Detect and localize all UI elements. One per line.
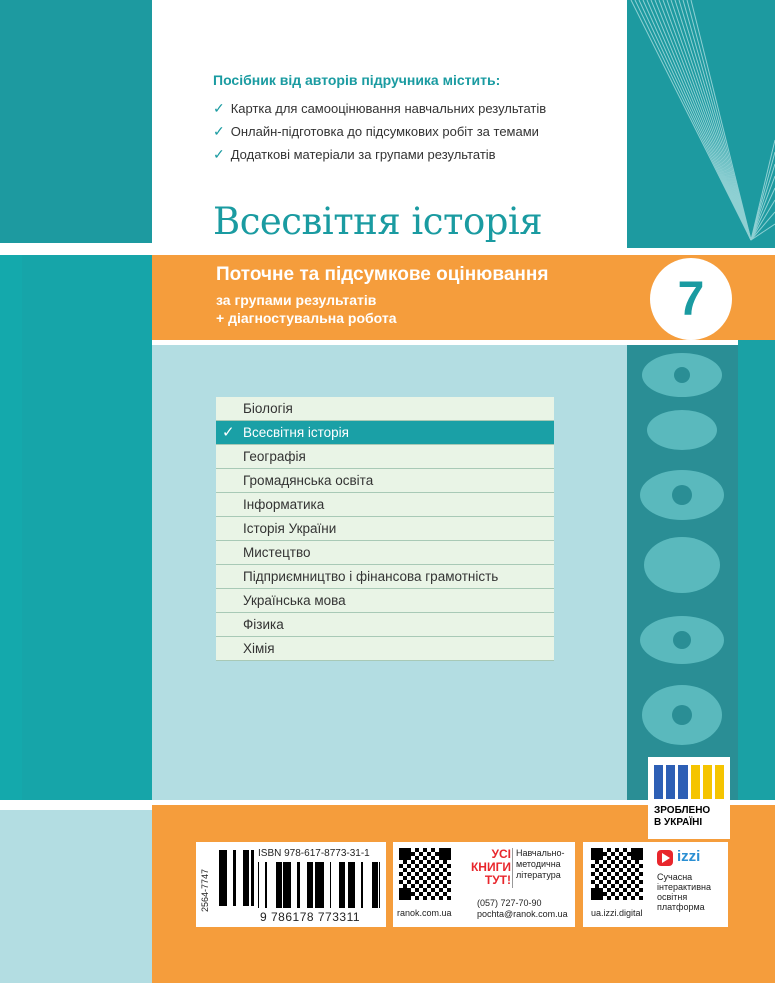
subject-item [216,493,554,517]
book-subtitle: Поточне та підсумкове оцінювання [216,264,549,285]
izzi-line3: освітня [657,892,688,902]
book-subtitle-line2: + діагностувальна робота [216,310,397,326]
subject-item [216,613,554,637]
check-icon: ✓ [222,424,235,441]
izzi-box [583,842,728,927]
qr-code-icon [399,848,451,900]
barcode-box [196,842,386,927]
made-in-ukraine-badge [648,757,730,839]
teal-block-top-left [0,0,152,243]
teal-block-right [738,340,775,800]
teal-block-left [22,255,152,800]
small-barcode-icon [218,850,254,906]
izzi-logo: izzi [677,848,701,865]
subject-label: Фізика [243,617,284,632]
subject-label: Громадянська освіта [243,473,374,488]
subject-item [216,637,554,661]
ranok-email: pochta@ranok.com.ua [477,909,568,919]
subject-label: Українська мова [243,593,346,608]
subject-item [216,589,554,613]
subject-list [216,397,554,661]
side-code: 2564-7747 [200,868,210,912]
info-item-text: Онлайн-підготовка до підсумкових робіт за темами [230,124,539,139]
subject-label: Біологія [243,401,293,416]
ranok-label3: література [516,870,561,880]
barcode-number: 9 786178 773311 [260,910,361,924]
info-item [213,123,539,140]
ranok-box [393,842,575,927]
ranok-site: ranok.com.ua [397,908,452,918]
check-icon: ✓ [213,123,225,139]
ranok-label1: Навчально- [516,848,565,858]
info-item-text: Картка для самооцінювання навчальних результатів [230,101,547,116]
barcode-icon [258,862,380,908]
info-title: Посібник від авторів підручника містить: [213,72,501,88]
ranok-phone: (057) 727-70-90 [477,898,542,908]
made-in-ukraine-line1: ЗРОБЛЕНО [654,805,711,816]
izzi-site: ua.izzi.digital [591,908,643,918]
ukraine-flag-bars-icon [654,765,724,799]
subject-label: Історія України [243,521,337,536]
izzi-line4: платформа [657,902,705,912]
subject-item [216,397,554,421]
coral-ornament-decoration [627,345,738,800]
qr-code-icon [591,848,643,900]
subject-label: Географія [243,449,306,464]
ray-lines-decoration [627,0,775,248]
book-subtitle-line1: за групами результатів [216,292,377,308]
subject-label: Хімія [243,641,275,656]
subject-label: Мистецтво [243,545,311,560]
subject-label: Підприємництво і фінансова грамотність [243,569,499,584]
promo-text: УСІ КНИГИ ТУТ! [470,847,511,887]
izzi-line1: Сучасна [657,872,693,882]
check-icon: ✓ [213,100,225,116]
ornament-strip [627,345,738,800]
light-blue-block-bottom-left [0,810,152,983]
divider [512,848,513,888]
subject-item [216,445,554,469]
grade-number: 7 [677,272,705,326]
grade-badge [650,258,732,340]
teal-block-top-right [627,0,775,248]
info-item [213,100,546,117]
izzi-play-icon [657,850,673,866]
subject-item [216,541,554,565]
subject-item [216,565,554,589]
subject-label: Всесвітня історія [243,425,349,440]
subject-item [216,469,554,493]
subject-label: Інформатика [243,497,325,512]
subject-item [216,517,554,541]
isbn-text: ISBN 978-617-8773-31-1 [258,848,370,859]
book-title: Всесвітня історія [213,200,543,243]
teal-strip-left [0,255,22,800]
made-in-ukraine-line2: В УКРАЇНІ [654,817,703,828]
ranok-label2: методична [516,859,561,869]
izzi-line2: інтерактивна [657,882,711,892]
info-item [213,146,496,163]
info-item-text: Додаткові матеріали за групами результатів [230,147,496,162]
subject-item [216,421,554,445]
check-icon: ✓ [213,146,225,162]
